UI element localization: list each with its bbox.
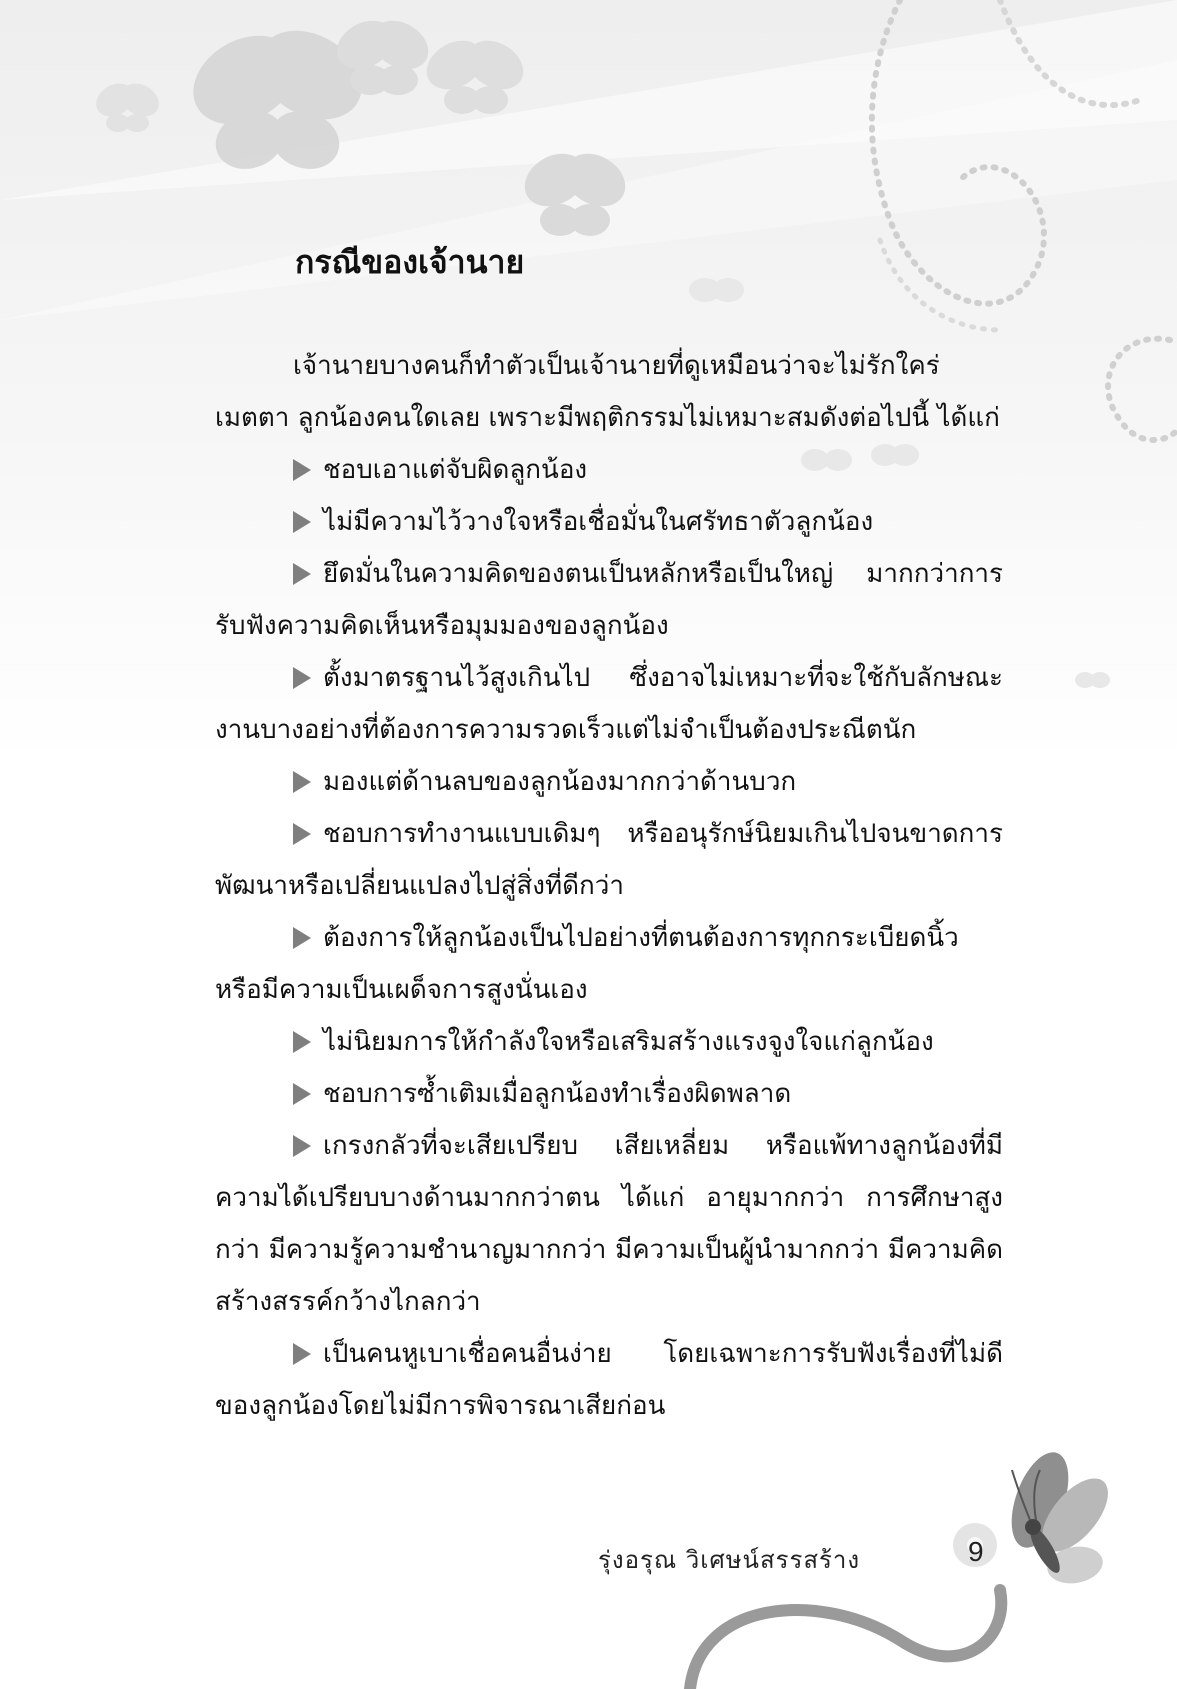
butterfly-icon <box>418 31 532 114</box>
arrow-bullet-icon <box>293 563 311 585</box>
list-item: เป็นคนหูเบาเชื่อคนอื่นง่าย โดยเฉพาะการรับฟังเรื่องที่ไม่ดีของลูกน้องโดยไม่มีการพิจารณาเสียก่อน <box>215 1339 1003 1421</box>
footer-author: รุ่งอรุณ วิเศษน์สรรสร้าง <box>598 1546 861 1574</box>
butterfly-icon <box>90 77 165 132</box>
arrow-bullet-icon <box>293 511 311 533</box>
intro-paragraph <box>215 340 1003 444</box>
arrow-bullet-icon <box>293 1343 311 1365</box>
list-item: ชอบการซ้ำเติมเมื่อลูกน้องทำเรื่องผิดพลาด <box>215 1068 1003 1120</box>
arrow-bullet-icon <box>293 1083 311 1105</box>
arrow-bullet-icon <box>293 771 311 793</box>
list-item: ไม่นิยมการให้กำลังใจหรือเสริมสร้างแรงจูงใจแก่ลูกน้อง <box>215 1016 1003 1068</box>
list-item: ไม่มีความไว้วางใจหรือเชื่อมั่นในศรัทธาตัวลูกน้อง <box>215 496 1003 548</box>
butterfly-icon <box>1000 1445 1120 1588</box>
section-heading: กรณีของเจ้านาย <box>295 243 525 281</box>
list-item: ตั้งมาตรฐานไว้สูงเกินไป ซึ่งอาจไม่เหมาะที่จะใช้กับลักษณะงานบางอย่างที่ต้องการความรวดเร็วแต่ไม่จำเป็นต้องประณีตนัก <box>215 663 1003 745</box>
intro-line-1: เจ้านายบางคนก็ทำตัวเป็นเจ้านายที่ดูเหมือนว่าจะไม่รักใคร่เมตตา <box>215 351 940 433</box>
list-item: มองแต่ด้านลบของลูกน้องมากกว่าด้านบวก <box>215 756 1003 808</box>
page-number: 9 <box>968 1536 984 1567</box>
page-body <box>215 236 1003 1432</box>
list-item: ยึดมั่นในความคิดของตนเป็นหลักหรือเป็นใหญ่ มากกว่าการรับฟังความคิดเห็นหรือมุมมองของลูกน้อง <box>215 559 1003 641</box>
list-item: เกรงกลัวที่จะเสียเปรียบ เสียเหลี่ยม หรือแพ้ทางลูกน้องที่มีความได้เปรียบบางด้านมากกว่าตน ได้แก่ อายุมากกว่า การศึกษาสูงกว่า มีความรู้ความชำนาญมากกว่า มีความเป็นผู้นำมากกว่า มีความคิดสร้างสรรค์กว้างไกลกว่า <box>215 1131 1003 1317</box>
list-item: ชอบเอาแต่จับผิดลูกน้อง <box>215 444 1003 496</box>
arrow-bullet-icon <box>293 459 311 481</box>
list-item: ชอบการทำงานแบบเดิมๆ หรืออนุรักษ์นิยมเกินไปจนขาดการพัฒนาหรือเปลี่ยนแปลงไปสู่สิ่งที่ดีกว่า <box>215 819 1003 901</box>
arrow-bullet-icon <box>293 823 311 845</box>
list-item: ต้องการให้ลูกน้องเป็นไปอย่างที่ตนต้องการทุกกระเบียดนิ้ว หรือมีความเป็นเผด็จการสูงนั่นเอง <box>215 923 959 1005</box>
arrow-bullet-icon <box>293 1031 311 1053</box>
arrow-bullet-icon <box>293 667 311 689</box>
arrow-bullet-icon <box>293 927 311 949</box>
intro-line-2: ลูกน้องคนใดเลย เพราะมีพฤติกรรมไม่เหมาะสมดังต่อไปนี้ ได้แก่ <box>297 403 1000 433</box>
arrow-bullet-icon <box>293 1135 311 1157</box>
